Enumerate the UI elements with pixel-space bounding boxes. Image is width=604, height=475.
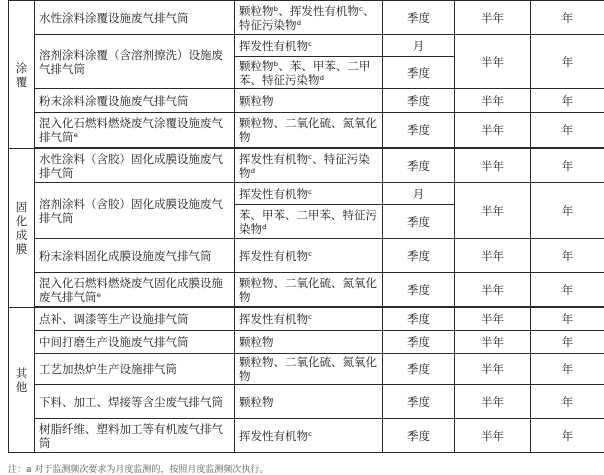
pollutant-cell: 挥发性有机物ᶜ (235, 183, 383, 205)
facility-cell: 树脂纤维、塑料加工等有机废气排气筒 (35, 419, 235, 453)
facility-cell: 水性涂料涂覆设施废气排气筒 (35, 1, 235, 35)
facility-cell: 点补、调漆等生产设施排气筒 (35, 308, 235, 331)
freq-cell: 年 (531, 331, 604, 354)
freq-cell: 年 (531, 89, 604, 113)
pollutant-cell: 颗粒物、二氧化硫、氮氧化物 (235, 354, 383, 385)
freq-cell: 年 (531, 308, 604, 331)
freq-cell: 年 (531, 354, 604, 385)
freq-cell: 半年 (455, 331, 531, 354)
freq-cell: 季度 (383, 273, 455, 307)
freq-cell: 季度 (383, 205, 455, 239)
table-row (9, 89, 604, 113)
table-row (9, 1, 604, 35)
category-cell: 固化成膜 (9, 149, 35, 308)
freq-cell: 季度 (383, 89, 455, 113)
table-row (9, 331, 604, 354)
pollutant-cell: 颗粒物 (235, 385, 383, 419)
freq-cell: 月 (383, 35, 455, 57)
table-row (9, 239, 604, 273)
freq-cell: 年 (531, 1, 604, 35)
pollutant-cell: 颗粒物、二氧化硫、氮氧化物 (235, 273, 383, 307)
category-cell: 涂覆 (9, 1, 35, 149)
freq-cell: 半年 (455, 308, 531, 331)
pollutant-cell: 挥发性有机物ᶜ、特征污染物ᵈ (235, 149, 383, 183)
freq-cell: 半年 (455, 239, 531, 273)
freq-cell: 年 (531, 113, 604, 148)
freq-cell: 年 (531, 419, 604, 453)
freq-cell: 半年 (455, 89, 531, 113)
facility-cell: 中间打磨生产设施废气排气筒 (35, 331, 235, 354)
freq-cell: 季度 (383, 57, 455, 89)
table-row (9, 354, 604, 385)
pollutant-cell: 挥发性有机物ᶜ (235, 239, 383, 273)
facility-cell: 下料、加工、焊接等含尘废气排气筒 (35, 385, 235, 419)
freq-cell: 半年 (455, 1, 531, 35)
pollutant-cell: 颗粒物ᵇ、苯、甲苯、二甲苯、特征污染物ᵈ (235, 57, 383, 89)
table-row (9, 273, 604, 307)
facility-cell: 混入化石燃料燃烧废气涂覆设施废气排气筒ᵉ (35, 113, 235, 148)
freq-cell: 季度 (383, 331, 455, 354)
facility-cell: 溶剂涂料（含胶）固化成膜设施废气排气筒 (35, 183, 235, 239)
pollutant-cell: 颗粒物、二氧化硫、氮氧化物 (235, 113, 383, 148)
monitoring-table (8, 0, 604, 453)
facility-cell: 溶剂涂料涂覆（含溶剂擦洗）设施废气排气筒 (35, 35, 235, 89)
freq-cell: 年 (531, 35, 604, 89)
freq-cell: 季度 (383, 113, 455, 148)
table-footnote: 注：a 对于监测频次要求为月度监测的，按照月度监测频次执行。 (8, 462, 268, 475)
freq-cell: 季度 (383, 149, 455, 183)
pollutant-cell: 颗粒物ᵇ、挥发性有机物ᶜ、特征污染物ᵈ (235, 1, 383, 35)
freq-cell: 季度 (383, 419, 455, 453)
pollutant-cell: 颗粒物 (235, 331, 383, 354)
table-row (9, 113, 604, 148)
pollutant-cell: 挥发性有机物ᶜ (235, 419, 383, 453)
table-row (9, 385, 604, 419)
table-row (9, 149, 604, 183)
freq-cell: 半年 (455, 183, 531, 239)
freq-cell: 年 (531, 385, 604, 419)
pollutant-cell: 苯、甲苯、二甲苯、特征污染物ᵈ (235, 205, 383, 239)
freq-cell: 年 (531, 183, 604, 239)
table-row (9, 183, 604, 205)
freq-cell: 月 (383, 183, 455, 205)
freq-cell: 半年 (455, 35, 531, 89)
freq-cell: 季度 (383, 1, 455, 35)
freq-cell: 半年 (455, 354, 531, 385)
freq-cell: 半年 (455, 419, 531, 453)
table-row (9, 35, 604, 57)
freq-cell: 年 (531, 149, 604, 183)
freq-cell: 半年 (455, 273, 531, 307)
freq-cell: 半年 (455, 113, 531, 148)
facility-cell: 粉末涂料涂覆设施废气排气筒 (35, 89, 235, 113)
category-cell: 其他 (9, 308, 35, 453)
facility-cell: 水性涂料（含胶）固化成膜设施废气排气筒 (35, 149, 235, 183)
freq-cell: 半年 (455, 149, 531, 183)
facility-cell: 粉末涂料固化成膜设施废气排气筒 (35, 239, 235, 273)
table-row (9, 419, 604, 453)
freq-cell: 季度 (383, 385, 455, 419)
facility-cell: 工艺加热炉生产设施排气筒 (35, 354, 235, 385)
pollutant-cell: 颗粒物 (235, 89, 383, 113)
table-row (9, 308, 604, 331)
freq-cell: 年 (531, 273, 604, 307)
facility-cell: 混入化石燃料燃烧废气固化成膜设施废气排气筒ᵉ (35, 273, 235, 307)
pollutant-cell: 挥发性有机物ᶜ (235, 308, 383, 331)
freq-cell: 季度 (383, 239, 455, 273)
freq-cell: 年 (531, 239, 604, 273)
freq-cell: 季度 (383, 354, 455, 385)
freq-cell: 季度 (383, 308, 455, 331)
freq-cell: 半年 (455, 385, 531, 419)
pollutant-cell: 挥发性有机物ᶜ (235, 35, 383, 57)
